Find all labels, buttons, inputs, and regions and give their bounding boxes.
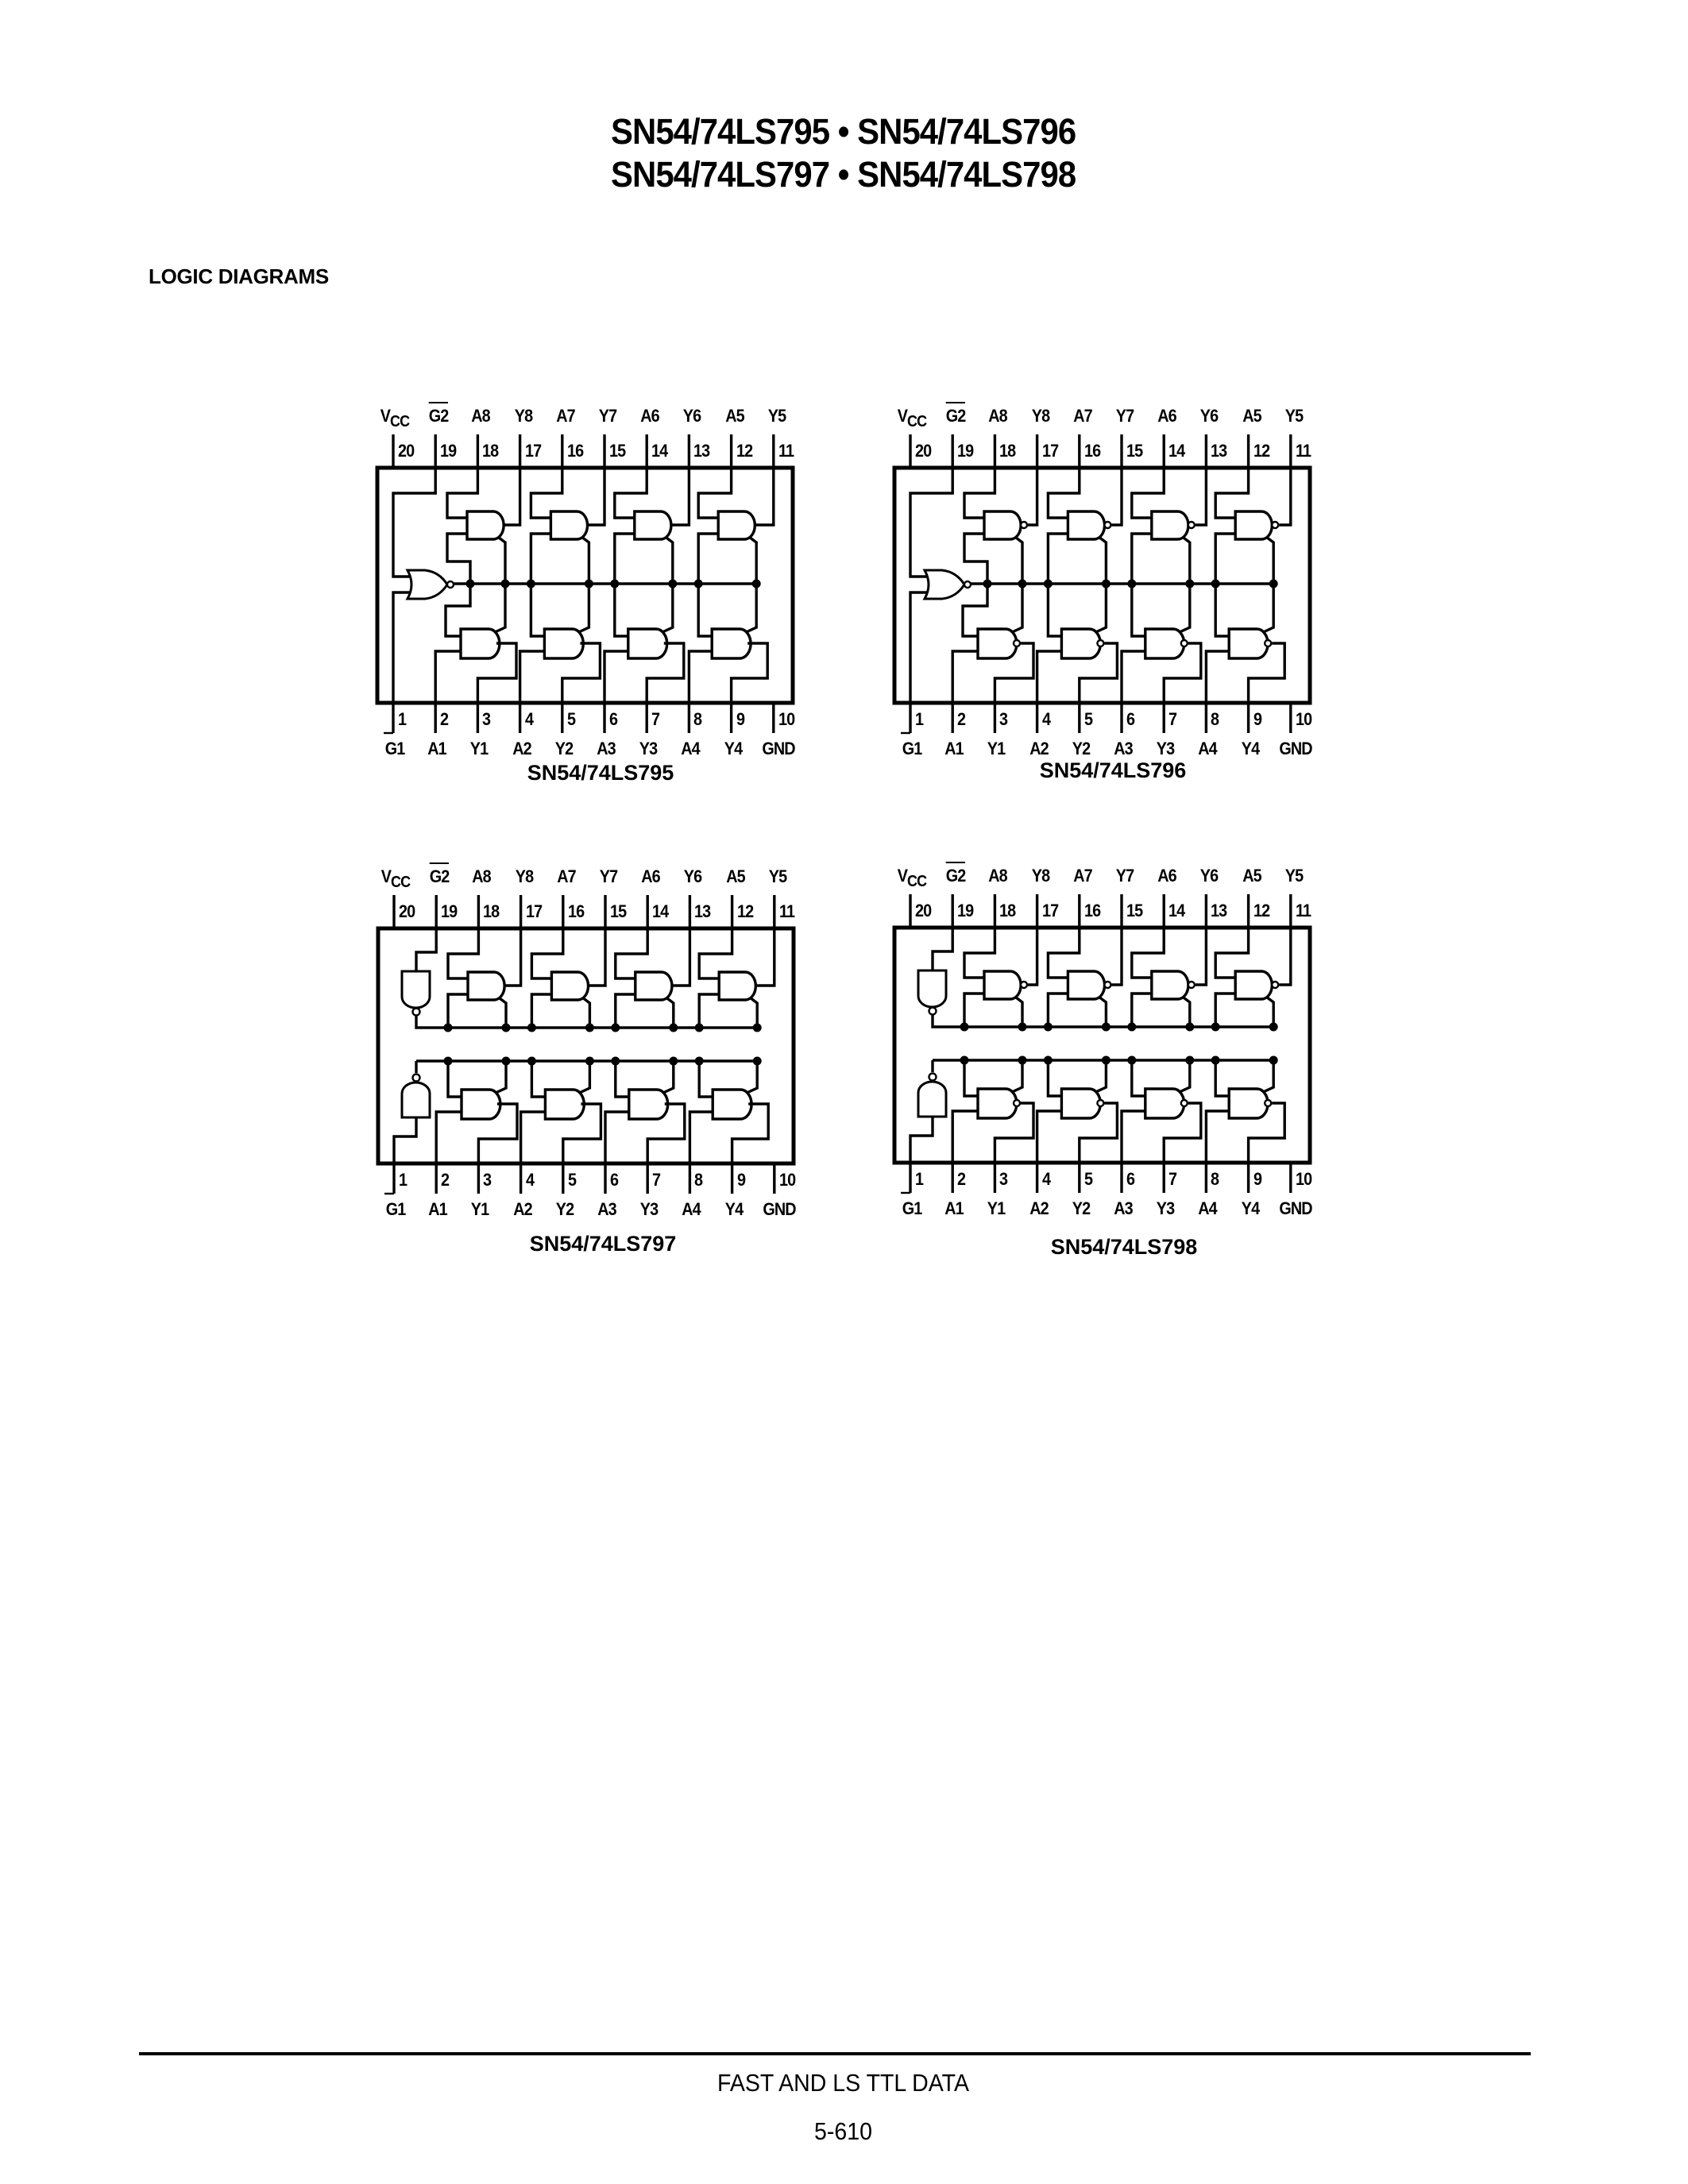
pin-number: 3 xyxy=(483,1170,492,1190)
pin-label-g1: G1 xyxy=(902,1198,922,1218)
pin-number: 8 xyxy=(693,709,702,729)
buffer-gate-top-1 xyxy=(468,972,504,1000)
pin-label-y7: Y7 xyxy=(1115,866,1134,886)
pin-number: 11 xyxy=(1295,441,1311,461)
junction-dot xyxy=(1018,1023,1027,1032)
pin-label-a5: A5 xyxy=(724,406,744,426)
pin-number: 1 xyxy=(399,1170,408,1190)
junction-dot xyxy=(695,1057,704,1066)
pin-number: 20 xyxy=(398,441,415,461)
enable-nor-gate xyxy=(925,570,964,599)
pin-number: 17 xyxy=(525,901,542,921)
pin-label-g1: G1 xyxy=(385,1199,406,1219)
junction-dot xyxy=(611,1057,620,1066)
pin-number: 20 xyxy=(915,901,932,920)
buffer-gate-bottom-4 xyxy=(1229,629,1268,658)
pin-number: 5 xyxy=(567,1170,576,1190)
package-outline xyxy=(894,928,1310,1163)
junction-dot xyxy=(695,1024,704,1032)
pin-number: 16 xyxy=(566,441,584,461)
pin-label-y4: Y4 xyxy=(1241,739,1259,758)
pin-number: 6 xyxy=(610,1170,619,1190)
pin-number: 15 xyxy=(1126,441,1143,461)
junction-dot xyxy=(1127,1056,1136,1065)
pin-label-y8: Y8 xyxy=(514,406,532,426)
buffer-gate-bottom-1 xyxy=(461,629,500,658)
pin-number: 2 xyxy=(957,1169,966,1189)
pin-number: 11 xyxy=(778,901,794,921)
buffer-gate-bottom-3 xyxy=(1145,629,1184,658)
pin-label-y7: Y7 xyxy=(599,866,618,886)
inverter-bubble xyxy=(929,1074,937,1081)
pin-label-a7: A7 xyxy=(556,406,575,426)
pin-label-a2: A2 xyxy=(1029,1198,1049,1218)
pin-label-y2: Y2 xyxy=(1072,739,1091,758)
enable-inverter-bottom xyxy=(918,1082,946,1117)
junction-dot xyxy=(1211,1056,1220,1065)
pin-label-gnd: GND xyxy=(762,739,795,758)
pin-label-a3: A3 xyxy=(597,1199,616,1219)
pin-label-y8: Y8 xyxy=(1031,406,1049,426)
pin-label-a6: A6 xyxy=(641,866,660,886)
pin-number: 17 xyxy=(524,441,541,461)
pin-label-g2: G2 xyxy=(430,866,450,887)
output-bubble xyxy=(1097,1100,1103,1106)
pin-number: 5 xyxy=(566,709,575,729)
pin-number: 6 xyxy=(609,709,618,729)
pin-number: 4 xyxy=(1041,1169,1050,1189)
pin-number: 10 xyxy=(1295,1169,1312,1189)
pin-number: 9 xyxy=(736,1170,745,1190)
logic-diagram-ls796 xyxy=(807,380,1312,809)
pin-number: 14 xyxy=(1168,901,1185,920)
pin-label-a8: A8 xyxy=(471,406,491,426)
pin-number: 13 xyxy=(694,901,711,921)
pin-number: 15 xyxy=(1126,901,1143,920)
buffer-gate-top-4 xyxy=(719,972,755,1000)
pin-number: 15 xyxy=(610,901,627,921)
pin-number: 20 xyxy=(915,441,932,461)
buffer-gate-top-3 xyxy=(635,972,672,1000)
pin-number: 16 xyxy=(567,901,585,921)
pin-number: 6 xyxy=(1126,1169,1135,1189)
pin-number: 19 xyxy=(957,441,974,461)
pin-label-y8: Y8 xyxy=(1031,866,1049,886)
enable-inverter-top xyxy=(918,970,946,1007)
pin-label-y7: Y7 xyxy=(598,406,617,426)
pin-number: 18 xyxy=(999,441,1016,461)
pin-number: 10 xyxy=(778,1170,796,1190)
pin-number: 20 xyxy=(399,901,415,921)
package-outline xyxy=(378,928,794,1163)
pin-label-y4: Y4 xyxy=(724,1199,743,1219)
pin-number: 3 xyxy=(482,709,491,729)
pin-label-a3: A3 xyxy=(597,739,616,758)
output-bubble xyxy=(1265,1100,1271,1106)
pin-label-vcc: $V_{CC}$ xyxy=(897,406,927,430)
buffer-gate-bottom-3 xyxy=(628,629,667,658)
pin-number: 4 xyxy=(1041,709,1050,729)
inverter-bubble xyxy=(413,1009,420,1016)
page-title-line-2: SN54/74LS797 • SN54/74LS798 xyxy=(611,154,1076,195)
pin-label-a1: A1 xyxy=(427,739,446,758)
output-bubble xyxy=(1021,522,1027,528)
pin-number: 11 xyxy=(1295,901,1311,920)
pin-number: 17 xyxy=(1041,441,1058,461)
junction-dot xyxy=(527,1024,536,1032)
junction-dot xyxy=(960,1056,969,1065)
pin-label-y2: Y2 xyxy=(555,1199,574,1219)
pin-label-a6: A6 xyxy=(640,406,659,426)
pin-number: 5 xyxy=(1083,1169,1092,1189)
pin-number: 17 xyxy=(1041,901,1058,920)
pin-number: 19 xyxy=(957,901,974,920)
buffer-gate-top-1 xyxy=(467,511,504,539)
pin-label-a3: A3 xyxy=(1114,1198,1133,1218)
buffer-gate-top-2 xyxy=(550,511,587,539)
junction-dot xyxy=(1044,1023,1053,1032)
buffer-gate-bottom-4 xyxy=(712,629,751,658)
pin-number: 7 xyxy=(1168,1169,1177,1189)
pin-number: 13 xyxy=(693,441,710,461)
output-bubble xyxy=(1181,640,1188,646)
diagram-caption-ls796: SN54/74LS796 xyxy=(1039,758,1187,782)
pin-label-y6: Y6 xyxy=(1200,406,1219,426)
pin-label-y3: Y3 xyxy=(639,739,658,758)
pin-label-y5: Y5 xyxy=(1284,406,1304,426)
pin-label-a6: A6 xyxy=(1157,866,1176,886)
pin-number: 12 xyxy=(1253,441,1269,461)
pin-number: 9 xyxy=(736,709,744,729)
junction-dot xyxy=(753,1057,762,1066)
pin-number: 6 xyxy=(1126,709,1135,729)
pin-number: 7 xyxy=(651,709,660,729)
pin-number: 10 xyxy=(1295,709,1312,729)
pin-number: 12 xyxy=(736,441,752,461)
junction-dot xyxy=(1102,1056,1111,1065)
pin-number: 14 xyxy=(1168,441,1185,461)
pin-label-a7: A7 xyxy=(1073,406,1092,426)
junction-dot xyxy=(960,1023,969,1032)
pin-label-y2: Y2 xyxy=(554,739,574,758)
pin-number: 4 xyxy=(525,1170,534,1190)
pin-label-a8: A8 xyxy=(472,866,492,886)
pin-label-a8: A8 xyxy=(988,406,1008,426)
pin-number: 18 xyxy=(999,901,1016,920)
buffer-gate-top-4 xyxy=(1235,971,1272,999)
footer-publication-title: FAST AND LS TTL DATA xyxy=(717,2069,969,2097)
pin-label-y1: Y1 xyxy=(470,739,489,758)
junction-dot xyxy=(1211,1023,1220,1032)
pin-label-a4: A4 xyxy=(1198,1198,1218,1218)
junction-dot xyxy=(611,1024,620,1032)
pin-label-a7: A7 xyxy=(557,866,576,886)
pin-label-y8: Y8 xyxy=(515,866,533,886)
pin-label-a5: A5 xyxy=(1242,406,1261,426)
pin-number: 3 xyxy=(999,1169,1008,1189)
pin-label-y5: Y5 xyxy=(768,866,787,886)
junction-dot xyxy=(1269,1056,1278,1065)
pin-number: 8 xyxy=(1211,1169,1219,1189)
pin-number: 8 xyxy=(1211,709,1219,729)
buffer-gate-bottom-1 xyxy=(462,1090,500,1119)
enable-nor-gate xyxy=(408,570,447,599)
page-number: 5-610 xyxy=(814,2117,872,2145)
buffer-gate-bottom-4 xyxy=(1229,1089,1268,1118)
section-heading: LOGIC DIAGRAMS xyxy=(149,264,329,288)
pin-number: 12 xyxy=(736,901,753,921)
pin-number: 1 xyxy=(915,709,924,729)
output-bubble xyxy=(1104,982,1111,988)
pin-label-a1: A1 xyxy=(428,1199,447,1219)
buffer-gate-top-3 xyxy=(1152,971,1188,999)
pin-label-g2: G2 xyxy=(946,866,966,886)
buffer-gate-bottom-2 xyxy=(544,629,583,658)
pin-number: 12 xyxy=(1253,901,1269,920)
pin-label-a6: A6 xyxy=(1157,406,1176,426)
pin-label-y1: Y1 xyxy=(987,739,1006,758)
pin-number: 13 xyxy=(1211,441,1227,461)
pin-label-g1: G1 xyxy=(902,739,922,758)
pin-number: 8 xyxy=(694,1170,703,1190)
pin-number: 16 xyxy=(1083,441,1101,461)
logic-diagram-ls797 xyxy=(291,841,796,1270)
pin-label-gnd: GND xyxy=(1279,1198,1312,1218)
buffer-gate-top-2 xyxy=(1068,511,1104,539)
pin-number: 14 xyxy=(652,901,669,921)
pin-label-gnd: GND xyxy=(1279,739,1312,758)
output-bubble xyxy=(1272,982,1278,988)
buffer-gate-bottom-3 xyxy=(629,1090,668,1119)
pin-number: 16 xyxy=(1083,901,1101,920)
buffer-gate-bottom-2 xyxy=(545,1090,584,1119)
buffer-gate-bottom-2 xyxy=(1061,1089,1100,1118)
output-bubble xyxy=(1265,640,1271,646)
junction-dot xyxy=(1185,1056,1194,1065)
pin-number: 10 xyxy=(778,709,795,729)
pin-label-a8: A8 xyxy=(988,866,1008,886)
pin-number: 7 xyxy=(1168,709,1177,729)
buffer-gate-top-3 xyxy=(1152,511,1188,539)
logic-diagram-ls798 xyxy=(807,840,1312,1269)
output-bubble xyxy=(1014,640,1020,646)
pin-label-y5: Y5 xyxy=(767,406,786,426)
enable-inverter-bottom xyxy=(402,1082,430,1117)
pin-label-a2: A2 xyxy=(512,1199,532,1219)
junction-dot xyxy=(444,1024,453,1032)
buffer-gate-bottom-3 xyxy=(1145,1089,1184,1118)
buffer-gate-top-2 xyxy=(551,972,588,1000)
pin-number: 18 xyxy=(483,901,500,921)
junction-dot xyxy=(444,1057,453,1066)
junction-dot xyxy=(502,1024,511,1032)
pin-number: 11 xyxy=(778,441,794,461)
junction-dot xyxy=(585,1024,594,1032)
pin-label-y1: Y1 xyxy=(471,1199,489,1219)
pin-number: 4 xyxy=(524,709,533,729)
output-bubble xyxy=(1188,522,1195,528)
pin-number: 15 xyxy=(609,441,626,461)
pin-label-y4: Y4 xyxy=(724,739,742,758)
pin-label-a3: A3 xyxy=(1114,739,1133,758)
pin-label-y1: Y1 xyxy=(987,1198,1006,1218)
pin-label-g2: G2 xyxy=(946,406,966,426)
pin-label-y5: Y5 xyxy=(1284,866,1304,886)
junction-dot xyxy=(669,1024,678,1032)
pin-number: 9 xyxy=(1253,709,1261,729)
pin-label-gnd: GND xyxy=(763,1199,796,1219)
pin-label-a5: A5 xyxy=(1242,866,1261,886)
footer-divider xyxy=(139,2052,1531,2055)
pin-label-a2: A2 xyxy=(512,739,531,758)
page-title-line-1: SN54/74LS795 • SN54/74LS796 xyxy=(611,111,1076,152)
pin-label-a1: A1 xyxy=(944,739,964,758)
buffer-gate-bottom-2 xyxy=(1061,629,1100,658)
buffer-gate-bottom-1 xyxy=(978,1089,1017,1118)
junction-dot xyxy=(1018,1056,1027,1065)
enable-inverter-top xyxy=(402,971,430,1008)
pin-label-y7: Y7 xyxy=(1115,406,1134,426)
buffer-gate-top-1 xyxy=(984,971,1021,999)
pin-label-y6: Y6 xyxy=(683,406,701,426)
buffer-gate-top-1 xyxy=(984,511,1021,539)
pin-number: 9 xyxy=(1253,1169,1261,1189)
pin-label-a4: A4 xyxy=(1198,739,1218,758)
diagram-caption-ls797: SN54/74LS797 xyxy=(529,1232,677,1256)
output-bubble xyxy=(1014,1100,1020,1106)
pin-number: 2 xyxy=(957,709,966,729)
nor-output-bubble xyxy=(964,581,971,588)
output-bubble xyxy=(1021,982,1027,988)
pin-label-a2: A2 xyxy=(1029,739,1049,758)
pin-number: 19 xyxy=(441,901,458,921)
pin-label-a4: A4 xyxy=(682,1199,701,1219)
diagram-caption-ls798: SN54/74LS798 xyxy=(1050,1235,1198,1259)
nor-output-bubble xyxy=(447,581,454,588)
pin-number: 13 xyxy=(1211,901,1227,920)
junction-dot xyxy=(585,1057,594,1066)
pin-label-y2: Y2 xyxy=(1072,1198,1091,1218)
junction-dot xyxy=(1185,1023,1194,1032)
pin-label-g2: G2 xyxy=(429,406,449,426)
buffer-gate-top-4 xyxy=(1235,511,1272,539)
pin-number: 19 xyxy=(440,441,457,461)
output-bubble xyxy=(1097,640,1103,646)
output-bubble xyxy=(1188,982,1195,988)
pin-label-vcc: $V_{CC}$ xyxy=(897,866,927,890)
pin-number: 5 xyxy=(1083,709,1092,729)
pin-label-y4: Y4 xyxy=(1241,1198,1259,1218)
pin-number: 2 xyxy=(440,709,449,729)
junction-dot xyxy=(1127,1023,1136,1032)
junction-dot xyxy=(502,1057,511,1066)
pin-label-y6: Y6 xyxy=(684,866,702,886)
pin-number: 18 xyxy=(482,441,499,461)
pin-label-y6: Y6 xyxy=(1200,866,1219,886)
pin-number: 1 xyxy=(915,1169,924,1189)
pin-number: 2 xyxy=(441,1170,450,1190)
pin-label-y3: Y3 xyxy=(1156,739,1175,758)
pin-number: 7 xyxy=(652,1170,661,1190)
diagram-caption-ls795: SN54/74LS795 xyxy=(527,761,674,785)
junction-dot xyxy=(1269,1023,1278,1032)
pin-label-g1: G1 xyxy=(384,739,405,758)
buffer-gate-bottom-1 xyxy=(978,629,1017,658)
buffer-gate-bottom-4 xyxy=(713,1090,751,1119)
pin-label-a5: A5 xyxy=(725,866,745,886)
pin-label-a7: A7 xyxy=(1073,866,1092,886)
pin-number: 1 xyxy=(398,709,407,729)
buffer-gate-top-3 xyxy=(635,511,671,539)
pin-number: 3 xyxy=(999,709,1008,729)
junction-dot xyxy=(527,1057,536,1066)
junction-dot xyxy=(1102,1023,1111,1032)
output-bubble xyxy=(1272,522,1278,528)
output-bubble xyxy=(1181,1100,1188,1106)
pin-label-a1: A1 xyxy=(944,1198,964,1218)
inverter-bubble xyxy=(413,1075,420,1082)
output-bubble xyxy=(1104,522,1111,528)
inverter-bubble xyxy=(929,1008,937,1015)
junction-dot xyxy=(669,1057,678,1066)
junction-dot xyxy=(1044,1056,1053,1065)
pin-label-vcc: $V_{CC}$ xyxy=(380,406,410,430)
buffer-gate-top-4 xyxy=(718,511,755,539)
pin-label-vcc: $V_{CC}$ xyxy=(380,866,411,891)
pin-label-a4: A4 xyxy=(681,739,701,758)
logic-diagram-ls795 xyxy=(290,380,795,809)
junction-dot xyxy=(753,1024,762,1032)
buffer-gate-top-2 xyxy=(1068,971,1104,999)
pin-label-y3: Y3 xyxy=(1156,1198,1175,1218)
pin-label-y3: Y3 xyxy=(639,1199,659,1219)
pin-number: 14 xyxy=(651,441,668,461)
